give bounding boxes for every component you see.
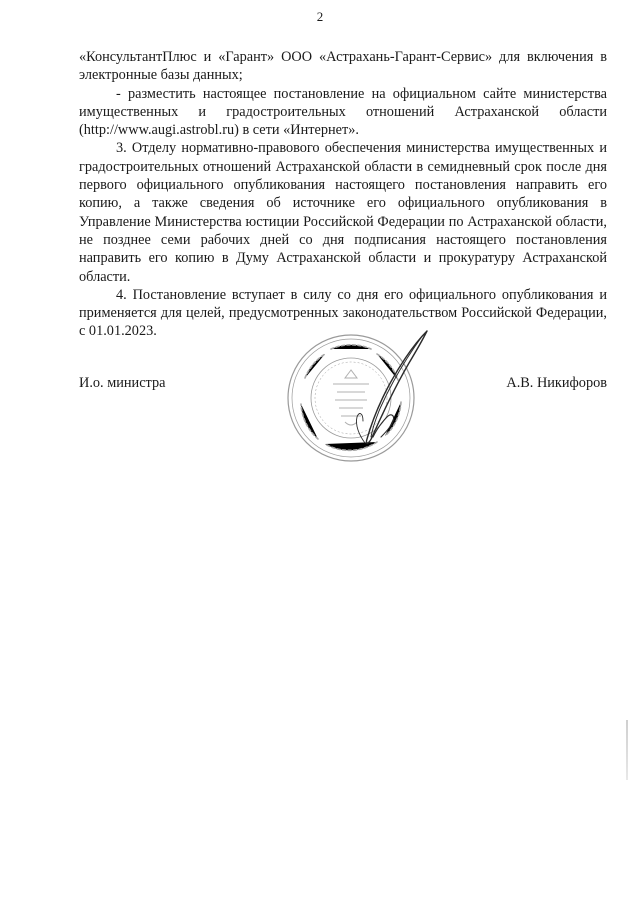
page-number: 2 [316, 9, 324, 24]
signer-name: А.В. Никифоров [506, 375, 607, 391]
document-body [79, 48, 607, 341]
paragraph-item-4: 4. Постановление вступает в силу со дня его официального опубликования и применяется для целей, предусмотренных законодательством Российской Федерации, с 01.01.2023. [79, 286, 607, 340]
signature-block [79, 375, 607, 399]
margin-mark [626, 720, 628, 780]
paragraph-continued: «КонсультантПлюс и «Гарант» ООО «Астрахань-Гарант-Сервис» для включения в электронные базы данных; [79, 49, 607, 84]
signer-title: И.о. министра [79, 375, 166, 391]
paragraph-bullet-site: - разместить настоящее постановление на официальном сайте министерства имущественных и градостроительных отношений Астраханской области (http://www.augi.astrobl.ru) в сети «Интернет». [79, 85, 607, 139]
paragraph-item-3: 3. Отделу нормативно-правового обеспечения министерства имущественных и градостроительных отношений Астраханской области в семидневный срок после дня первого официального опубликования настоящего постановления направить его копию, а также сведения об источнике его официального опубликования в Управление Министерства юстиции Российской Федерации по Астраханской области, не позднее семи рабочих дней со дня подписания настоящего постановления направить его копию в Думу Астраханской области и прокуратуру Астраханской области. [79, 140, 607, 285]
